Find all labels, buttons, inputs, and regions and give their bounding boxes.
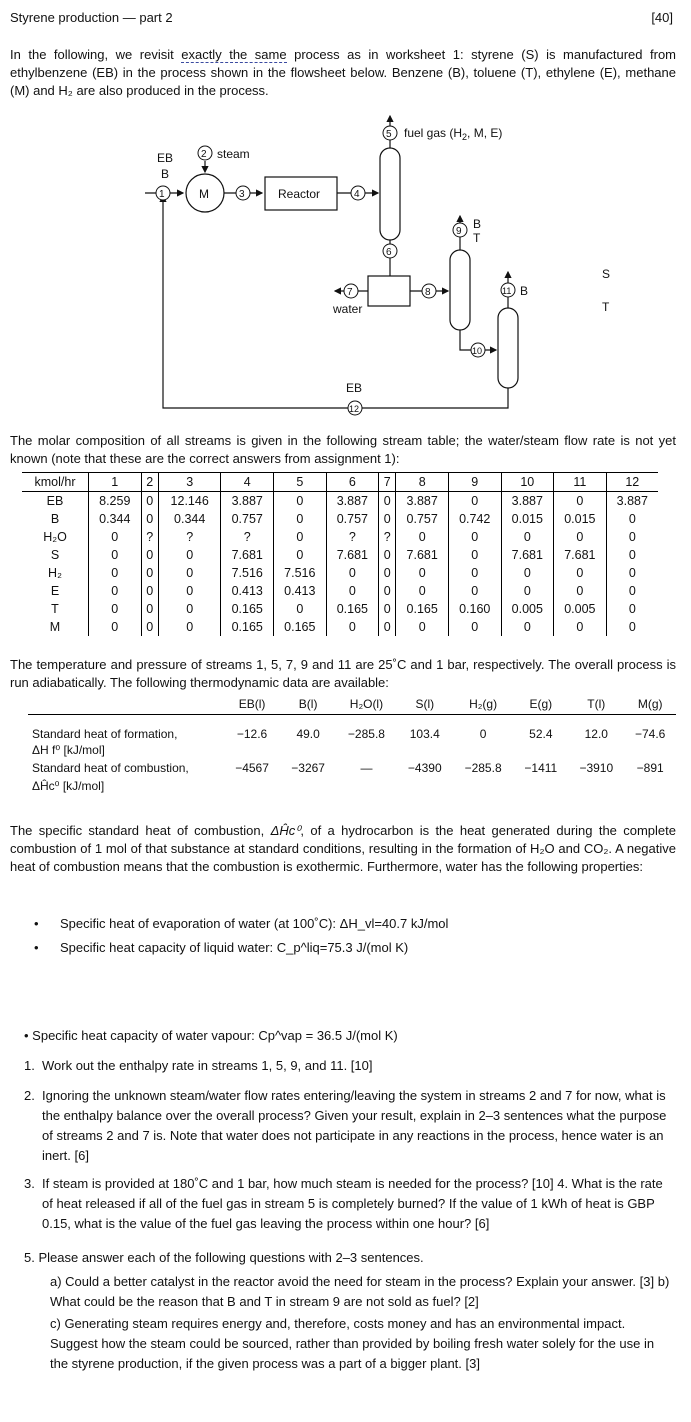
side-s-label: S	[602, 267, 611, 281]
table-cell: 0	[158, 582, 221, 600]
thermo-value: 103.4	[409, 726, 440, 741]
thermo-value: −285.8	[464, 760, 502, 775]
table-cell: ?	[221, 528, 274, 546]
combustion-paragraph	[10, 822, 676, 876]
table-cell: ?	[379, 528, 396, 546]
table-cell: 0	[326, 582, 379, 600]
table-cell: 3.887	[606, 492, 658, 511]
table-cell: 0	[396, 582, 449, 600]
stream-12-label: 12	[349, 404, 360, 414]
table-cell: 12.146	[158, 492, 221, 511]
table-row	[22, 546, 658, 564]
row-species-label: B	[50, 512, 60, 526]
vapour-heat-capacity-property: • Specific heat capacity of water vapour: Cp^vap = 36.5 J/(mol K)	[24, 1028, 398, 1043]
table-cell: ?	[141, 528, 158, 546]
intro-paragraph	[10, 46, 676, 100]
thermo-value: −74.6	[634, 726, 666, 741]
thermo-value: 52.4	[529, 726, 553, 741]
table-cell: 7.516	[221, 564, 274, 582]
table-row	[22, 510, 658, 528]
formation-unit-row	[28, 741, 676, 759]
row-species-label: H₂	[48, 566, 62, 580]
water-label: water	[333, 302, 363, 316]
table-cell: 0	[448, 492, 501, 511]
heat-of-combustion-label: Standard heat of combustion,	[32, 760, 189, 775]
col-header: 3	[158, 473, 221, 492]
stream-4-label: 4	[354, 189, 360, 200]
page-title: Styrene production — part 2	[10, 10, 173, 25]
table-cell: 0	[396, 528, 449, 546]
table-cell: 3.887	[221, 492, 274, 511]
table-cell: ?	[326, 528, 379, 546]
question-number: 1.	[24, 1058, 35, 1073]
table-cell: 7.516	[274, 564, 327, 582]
table-cell: 0	[379, 492, 396, 511]
table-cell: 0	[606, 528, 658, 546]
table-cell: 0	[501, 528, 554, 546]
question-2	[24, 1086, 674, 1166]
table-cell: 0	[89, 582, 142, 600]
table-cell: 3.887	[326, 492, 379, 511]
combustion-text-start: The specific standard heat of combustion,	[10, 823, 271, 838]
table-cell: 0	[448, 528, 501, 546]
table-cell: 0	[141, 582, 158, 600]
steam-label: steam	[217, 147, 250, 161]
feed-eb-label: EB	[157, 151, 174, 165]
table-row	[22, 600, 658, 618]
table-cell: 0	[396, 618, 449, 636]
table-row	[22, 582, 658, 600]
table-cell: 0.165	[221, 618, 274, 636]
separator-column-1	[380, 148, 400, 240]
stream-9-t-label: T	[473, 231, 481, 245]
table-cell: 0	[141, 564, 158, 582]
row-species-label: E	[50, 584, 60, 598]
separator-column-2	[450, 250, 470, 330]
table-cell: 0	[158, 618, 221, 636]
table-cell: 3.887	[396, 492, 449, 511]
table-row	[22, 564, 658, 582]
table-cell: 0	[379, 546, 396, 564]
table-cell: 0	[141, 492, 158, 511]
question-number: 2.	[24, 1088, 35, 1103]
thermo-value: −4390	[407, 760, 442, 775]
thermo-col-header: EB(l)	[238, 696, 266, 711]
intro-text-end: process as in worksheet 1: styrene (S) is manufactured from ethylbenzene (EB) in the process shown in the flowsheet below. Benzene (B), toluene (T), ethylene (E), methane (M) and H₂ are also produced in the process.	[10, 47, 677, 98]
thermo-value: 12.0	[584, 726, 608, 741]
table-cell: 0	[274, 600, 327, 618]
stream-11-label: 11	[502, 286, 512, 296]
combustion-symbol: ΔĤc⁰	[270, 823, 301, 838]
table-cell: 7.681	[501, 546, 554, 564]
process-flowsheet	[0, 108, 691, 418]
table-row	[22, 492, 658, 511]
stream-table-intro: The molar composition of all streams is given in the following stream table; the water/steam flow rate is not yet known (note that these are the correct answers from assignment 1):	[10, 433, 676, 466]
thermo-value: −891	[636, 760, 664, 775]
table-cell: 0	[158, 564, 221, 582]
water-properties-list	[10, 916, 676, 964]
stream-9-label: 9	[456, 226, 462, 237]
table-cell: 0.015	[554, 510, 607, 528]
question-text: If steam is provided at 180˚C and 1 bar, how much steam is needed for the process? [10] 4. What is the rate of heat released if all of the fuel gas in stream 5 is completely burned? If the value of 1 kWh of heat is GBP 0.15, what is the value of the fuel gas leaving the process within one hour? [6]	[42, 1176, 663, 1231]
table-cell: ?	[158, 528, 221, 546]
feed-b-label: B	[161, 167, 170, 181]
table-cell: 0.160	[448, 600, 501, 618]
liquid-heat-capacity-property: • Specific heat capacity of liquid water: C_p^liq=75.3 J/(mol K)	[10, 940, 676, 964]
table-cell: 0	[274, 492, 327, 511]
table-cell: 0	[158, 546, 221, 564]
table-cell: 0	[606, 564, 658, 582]
table-cell: 0.165	[396, 600, 449, 618]
heat-of-formation-unit: ΔH f⁰ [kJ/mol]	[32, 742, 105, 757]
thermo-value: 0	[479, 726, 487, 741]
question-5c: c) Generating steam requires energy and, therefore, costs money and has an environmental impact. Suggest how the steam could be sourced, rather than provided by boiling fresh water solely for the use in the styrene production, if the given process was a part of a bigger plant. [3]	[50, 1316, 655, 1371]
table-cell: 0	[326, 618, 379, 636]
table-cell: 0	[606, 546, 658, 564]
row-species-label: M	[49, 620, 61, 634]
intro-emphasis: exactly the same	[181, 47, 287, 62]
table-cell: 0	[554, 564, 607, 582]
table-cell: 0	[554, 582, 607, 600]
col-header: 1	[89, 473, 142, 492]
table-cell: 0.413	[274, 582, 327, 600]
col-header: 11	[554, 473, 607, 492]
table-cell: 0.757	[326, 510, 379, 528]
table-cell: 0	[379, 564, 396, 582]
thermo-col-header: H₂(g)	[469, 696, 498, 711]
stream-table	[22, 472, 658, 636]
evaporation-property: • Specific heat of evaporation of water (at 100˚C): ΔH_vl=40.7 kJ/mol	[10, 916, 676, 940]
table-cell: 0.757	[396, 510, 449, 528]
col-header: 8	[396, 473, 449, 492]
table-cell: 0	[554, 492, 607, 511]
table-cell: 0.344	[158, 510, 221, 528]
table-cell: 0	[141, 510, 158, 528]
thermo-value: −12.6	[236, 726, 268, 741]
table-cell: 0	[141, 600, 158, 618]
table-cell: 0	[326, 564, 379, 582]
table-cell: 0	[606, 582, 658, 600]
table-cell: 0.413	[221, 582, 274, 600]
table-cell: 0.344	[89, 510, 142, 528]
table-cell: 0	[379, 582, 396, 600]
stream-9-b-label: B	[473, 217, 482, 231]
table-cell: 0.015	[501, 510, 554, 528]
question-text: Ignoring the unknown steam/water flow rates entering/leaving the system in streams 2 and 7 for now, what is the enthalpy balance over the overall process? Given your result, explain in 2–3 sentences what the purpose of streams 2 and 7 is. Note that water does not participate in any reactions in the process, hence water is an inert. [6]	[42, 1088, 667, 1163]
heat-of-formation-label: Standard heat of formation,	[32, 726, 178, 741]
question-1	[24, 1056, 674, 1076]
row-species-label: EB	[46, 494, 64, 508]
table-cell: 0.757	[221, 510, 274, 528]
thermo-header-row	[28, 694, 676, 714]
col-header: 9	[448, 473, 501, 492]
col-header: 12	[606, 473, 658, 492]
question-3	[24, 1174, 674, 1234]
table-cell: 0	[606, 600, 658, 618]
stream-5-label: 5	[386, 129, 392, 140]
table-cell: 0	[448, 564, 501, 582]
table-cell: 7.681	[396, 546, 449, 564]
thermo-value: −285.8	[347, 726, 385, 741]
table-row	[22, 528, 658, 546]
table-cell: 7.681	[554, 546, 607, 564]
thermo-value: −1411	[524, 760, 558, 775]
reactor-label: Reactor	[278, 187, 321, 201]
col-header: 2	[141, 473, 158, 492]
table-cell: 0	[89, 618, 142, 636]
total-marks: [40]	[651, 10, 673, 25]
question-5-intro: 5. Please answer each of the following questions with 2–3 sentences.	[24, 1250, 424, 1265]
heat-of-combustion-unit: ΔĤc⁰ [kJ/mol]	[32, 778, 105, 793]
col-header: 6	[326, 473, 379, 492]
water-separator-unit	[368, 276, 410, 306]
table-row	[22, 618, 658, 636]
heat-of-formation-row	[28, 714, 676, 741]
table-cell: 0.742	[448, 510, 501, 528]
table-cell: 0	[501, 618, 554, 636]
table-cell: 0	[274, 528, 327, 546]
table-cell: 0	[606, 510, 658, 528]
table-cell: 3.887	[501, 492, 554, 511]
thermo-col-header: S(l)	[415, 696, 435, 711]
table-cell: 0	[379, 510, 396, 528]
table-cell: 0	[606, 618, 658, 636]
table-cell: 0	[89, 564, 142, 582]
row-species-label: T	[51, 602, 59, 616]
table-cell: 0	[554, 618, 607, 636]
thermo-col-header: B(l)	[298, 696, 318, 711]
table-cell: 7.681	[221, 546, 274, 564]
table-cell: 0.165	[274, 618, 327, 636]
stream-3-label: 3	[239, 189, 245, 200]
question-text: Work out the enthalpy rate in streams 1, 5, 9, and 11. [10]	[42, 1058, 373, 1073]
col-header: 4	[221, 473, 274, 492]
thermo-value: 49.0	[296, 726, 320, 741]
col-header: 10	[501, 473, 554, 492]
recycle-eb-label: EB	[346, 381, 363, 395]
question-5a: a) Could a better catalyst in the reactor avoid the need for steam in the process? Explain your answer. [3] b) What could be the reason that B and T in stream 9 are not sold as fuel? [2]	[50, 1274, 670, 1309]
thermo-col-header: M(g)	[637, 696, 663, 711]
thermo-value: −3910	[579, 760, 614, 775]
mixer-label: M	[199, 187, 209, 201]
conditions-paragraph: The temperature and pressure of streams 1, 5, 7, 9 and 11 are 25˚C and 1 bar, respectively. The overall process is run adiabatically. The following thermodynamic data are available:	[10, 657, 676, 690]
fuel-gas-label: fuel gas ($H_2$, M, E)	[404, 126, 503, 142]
table-cell: 0	[274, 510, 327, 528]
row-species-label: H₂O	[43, 530, 67, 544]
unit-header: kmol/hr	[22, 473, 89, 492]
thermo-value: −3267	[291, 760, 325, 775]
table-cell: 0	[141, 618, 158, 636]
table-cell: 0	[448, 618, 501, 636]
table-cell: 0	[158, 600, 221, 618]
table-cell: 0.005	[501, 600, 554, 618]
thermo-data-table	[28, 694, 676, 795]
table-cell: 0	[379, 618, 396, 636]
stream-7-label: 7	[347, 287, 353, 298]
intro-text-start: In the following, we revisit	[10, 47, 182, 62]
table-cell: 0	[448, 582, 501, 600]
thermo-col-header: E(g)	[529, 696, 553, 711]
table-cell: 0.165	[326, 600, 379, 618]
stream-11-b-label: B	[520, 284, 529, 298]
question-number: 3.	[24, 1176, 35, 1191]
table-cell: 0	[554, 528, 607, 546]
thermo-col-header: H₂O(l)	[349, 696, 384, 711]
stream-8-label: 8	[425, 287, 431, 298]
table-cell: 0	[501, 564, 554, 582]
table-cell: 0	[396, 564, 449, 582]
combustion-unit-row	[28, 777, 676, 795]
thermo-value: −4567	[235, 760, 269, 775]
stream-1-label: 1	[159, 189, 165, 200]
combustion-text-end: , of a hydrocarbon is the heat generated during the complete combustion of 1 mol of that substance at standard conditions, resulting in the formation of H₂O and CO₂. A negative heat of combustion means that the combustion is exothermic. Furthermore, water has the following properties:	[10, 823, 676, 874]
stream-2-label: 2	[201, 149, 207, 160]
table-cell: 0	[274, 546, 327, 564]
thermo-value: —	[360, 760, 373, 775]
col-header: 5	[274, 473, 327, 492]
heat-of-combustion-row	[28, 759, 676, 777]
stream-10-label: 10	[472, 346, 483, 356]
table-cell: 0	[89, 546, 142, 564]
side-t-label: T	[602, 300, 610, 314]
table-cell: 0	[141, 546, 158, 564]
separator-column-3	[498, 308, 518, 388]
stream-table-body	[22, 492, 658, 637]
table-cell: 0	[89, 528, 142, 546]
table-cell: 8.259	[89, 492, 142, 511]
table-cell: 0	[379, 600, 396, 618]
table-cell: 0.165	[221, 600, 274, 618]
col-header: 7	[379, 473, 396, 492]
stream-6-label: 6	[386, 247, 392, 258]
row-species-label: S	[50, 548, 60, 562]
table-cell: 0	[501, 582, 554, 600]
table-cell: 7.681	[326, 546, 379, 564]
stream-table-header	[22, 473, 658, 492]
table-cell: 0.005	[554, 600, 607, 618]
thermo-col-header: T(l)	[587, 696, 606, 711]
table-cell: 0	[89, 600, 142, 618]
table-cell: 0	[448, 546, 501, 564]
